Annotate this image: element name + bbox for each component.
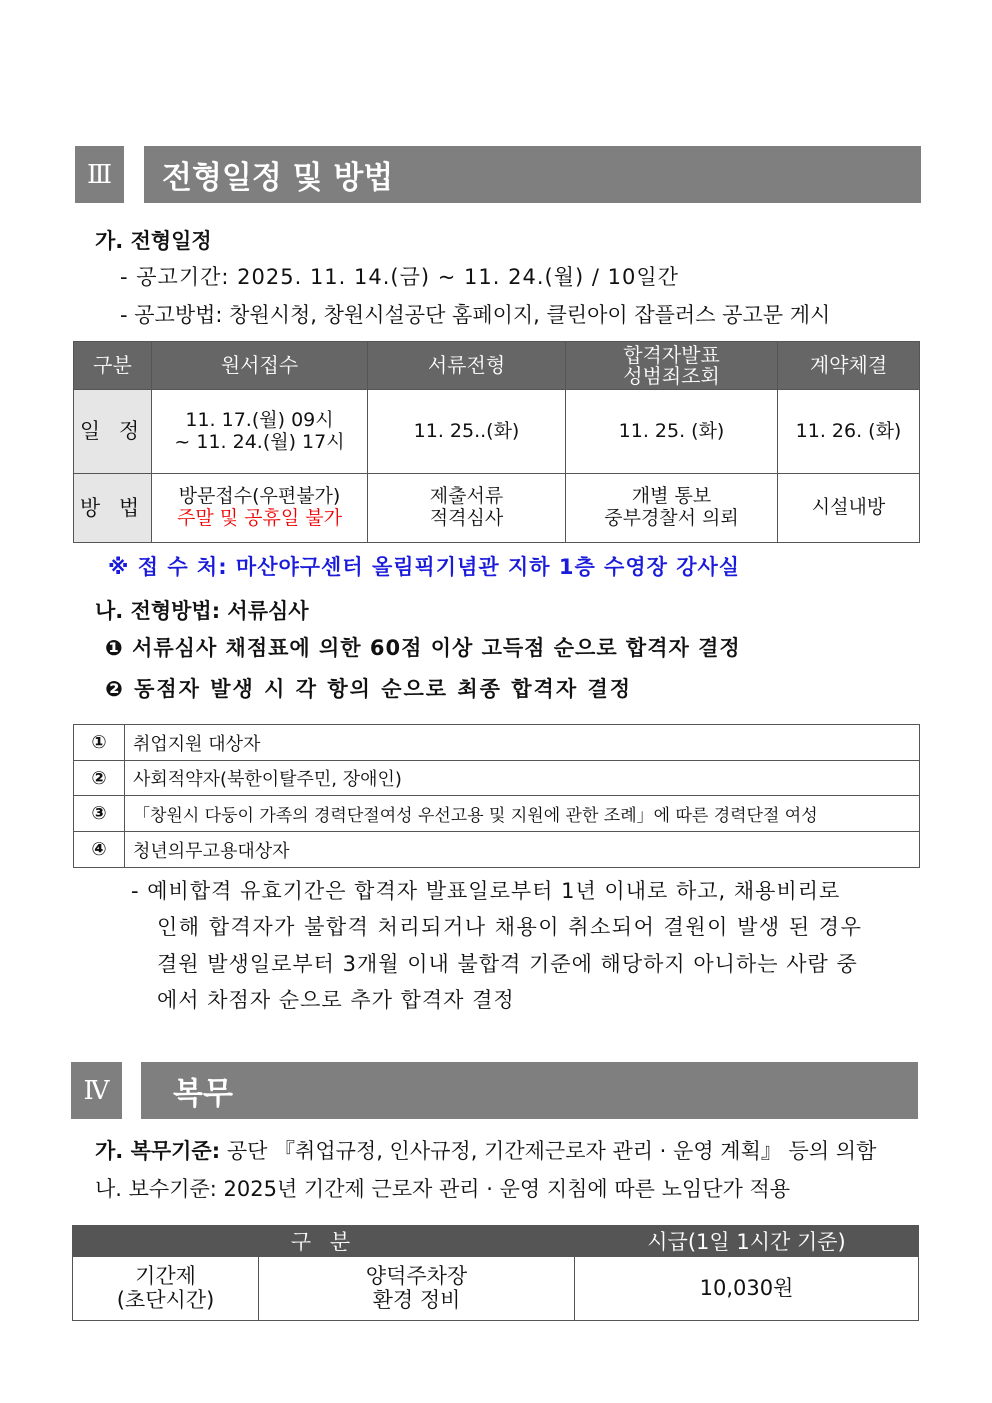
method-announce-1: 개별 통보: [631, 485, 712, 508]
schedule-apply: [152, 390, 368, 474]
schedule-apply-end: ~ 11. 24.(월) 17시: [174, 430, 345, 453]
reserve-note-1: - 예비합격 유효기간은 합격자 발표일로부터 1년 이내로 하고, 채용비리로: [131, 879, 841, 903]
header-announce: 합격자발표 성범죄조회: [566, 342, 778, 390]
duty-standard-text: 공단 『취업규정, 인사규정, 기간제근로자 관리 · 운영 계획』 등의 의함: [226, 1139, 877, 1163]
priority-text: 사회적약자(북한이탈주민, 장애인): [125, 761, 920, 796]
priority-num: ④: [74, 832, 125, 868]
priority-row: [74, 832, 920, 868]
announcement-period: - 공고기간: 2025. 11. 14.(금) ~ 11. 24.(월) / 10일간: [120, 265, 679, 289]
pay-type: [73, 1257, 259, 1321]
announcement-method: - 공고방법: 창원시청, 창원시설공단 홈페이지, 클린아이 잡플러스 공고문 게시: [120, 303, 831, 327]
reserve-note-4: 에서 차점자 순으로 추가 합격자 결정: [157, 988, 515, 1012]
method-announce-2: 중부경찰서 의뢰: [604, 507, 739, 529]
priority-row: [74, 761, 920, 796]
priority-num: ①: [74, 725, 125, 761]
pay-job-1: 양덕주차장: [365, 1264, 468, 1289]
duty-standard-label: 가. 복무기준:: [95, 1139, 221, 1163]
schedule-table: [73, 341, 920, 543]
reserve-note-3: 결원 발생일로부터 3개월 이내 불합격 기준에 해당하지 아니하는 사람 중: [157, 952, 858, 976]
pay-type-1: 기간제: [135, 1264, 196, 1289]
header-apply: 원서접수: [152, 342, 368, 390]
heading-schedule: 가. 전형일정: [95, 229, 212, 253]
section-3-number: Ⅲ: [75, 146, 124, 203]
header-doc-review: 서류전형: [368, 342, 566, 390]
schedule-apply-start: 11. 17.(월) 09시: [185, 408, 334, 431]
pay-header-category: 구 분: [73, 1226, 575, 1257]
priority-text: 청년의무고용대상자: [125, 832, 920, 868]
priority-text: 「창원시 다둥이 가족의 경력단절여성 우선고용 및 지원에 관한 조례」에 따른 경력단절 여성: [125, 796, 920, 832]
reserve-note-2: 인해 합격자가 불합격 처리되거나 채용이 취소되어 결원이 발생 된 경우: [157, 915, 863, 939]
method-apply-holiday-note: 주말 및 공휴일 불가: [177, 507, 342, 529]
method-contract: 시설내방: [778, 474, 920, 543]
method-apply: [152, 474, 368, 543]
heading-method: 나. 전형방법: 서류심사: [95, 599, 309, 623]
reception-note: ※ 접 수 처: 마산야구센터 올림픽기념관 지하 1층 수영장 강사실: [108, 555, 741, 579]
header-category: 구분: [74, 342, 152, 390]
section-3-title: 전형일정 및 방법: [144, 146, 921, 203]
method-doc-review: [368, 474, 566, 543]
schedule-contract: 11. 26. (화): [778, 390, 920, 474]
rule-tie: ❷ 동점자 발생 시 각 항의 순으로 최종 합격자 결정: [105, 677, 633, 701]
row-label-method: 방 법: [74, 474, 152, 543]
method-announce: [566, 474, 778, 543]
pay-standard: 나. 보수기준: 2025년 기간제 근로자 관리 · 운영 지침에 따른 노임단가 적용: [95, 1177, 791, 1201]
pay-table: [72, 1225, 919, 1321]
method-doc-2: 적격심사: [429, 507, 504, 529]
section-4-number: Ⅳ: [71, 1062, 122, 1119]
priority-num: ②: [74, 761, 125, 796]
header-contract: 계약체결: [778, 342, 920, 390]
section-4-title: 복무: [141, 1062, 918, 1119]
schedule-announce: 11. 25. (화): [566, 390, 778, 474]
priority-table: [73, 724, 920, 868]
schedule-doc-review: 11. 25..(화): [368, 390, 566, 474]
priority-row: [74, 725, 920, 761]
pay-header-wage: 시급(1일 1시간 기준): [575, 1226, 919, 1257]
pay-type-2: (초단시간): [116, 1287, 215, 1312]
pay-job-2: 환경 정비: [372, 1287, 461, 1312]
priority-num: ③: [74, 796, 125, 832]
rule-score: ❶ 서류심사 채점표에 의한 60점 이상 고득점 순으로 합격자 결정: [105, 636, 741, 660]
priority-text: 취업지원 대상자: [125, 725, 920, 761]
method-apply-visit: 방문접수(우편불가): [178, 485, 341, 508]
pay-job: [259, 1257, 575, 1321]
pay-wage: 10,030원: [575, 1257, 919, 1321]
method-doc-1: 제출서류: [429, 485, 504, 508]
priority-row: [74, 796, 920, 832]
row-label-schedule: 일 정: [74, 390, 152, 474]
duty-standard: [95, 1141, 876, 1162]
